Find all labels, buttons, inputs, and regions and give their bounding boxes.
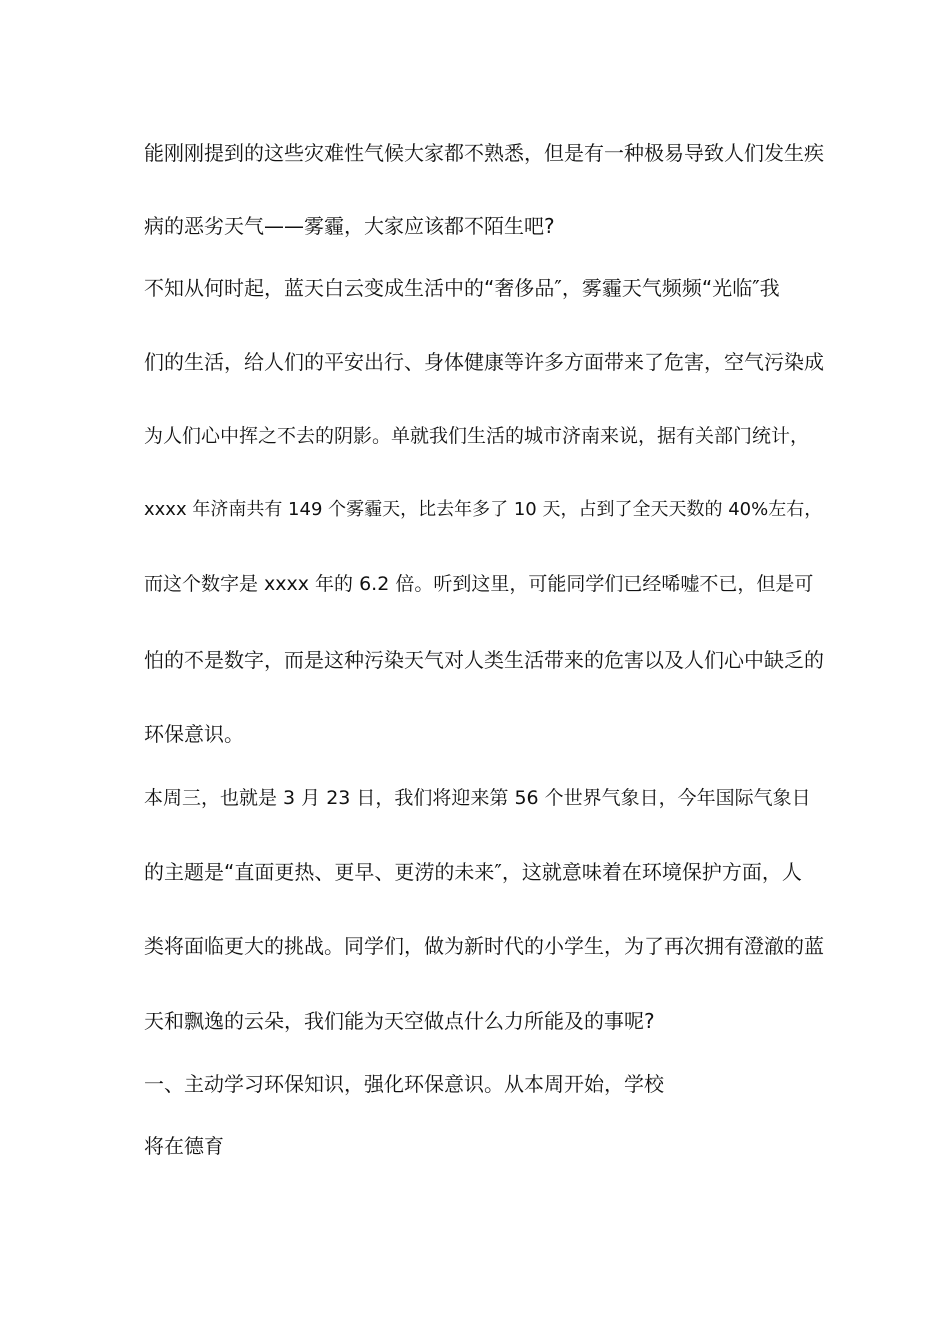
text-line-2: 病的恶劣天气——雾霾，大家应该都不陌生吧? bbox=[144, 214, 555, 238]
text-line-15: 将在德育 bbox=[144, 1134, 224, 1158]
text-line-6: xxxx 年济南共有 149 个雾霾天，比去年多了 10 天，占到了全天天数的 40%左右， bbox=[144, 499, 823, 520]
text-line-13: 天和飘逸的云朵，我们能为天空做点什么力所能及的事呢? bbox=[144, 1009, 655, 1033]
text-line-1: 能刚刚提到的这些灾难性气候大家都不熟悉，但是有一种极易导致人们发生疾 bbox=[144, 141, 824, 165]
text-line-14: 一、主动学习环保知识，强化环保意识。从本周开始，学校 bbox=[144, 1072, 664, 1096]
text-line-10: 本周三，也就是 3 月 23 日，我们将迎来第 56 个世界气象日，今年国际气象日 bbox=[144, 787, 811, 809]
text-line-4: 们的生活，给人们的平安出行、身体健康等许多方面带来了危害，空气污染成 bbox=[144, 350, 824, 374]
text-line-9: 环保意识。 bbox=[144, 722, 244, 746]
text-line-12: 类将面临更大的挑战。同学们，做为新时代的小学生，为了再次拥有澄澈的蓝 bbox=[144, 934, 824, 958]
text-line-11: 的主题是“直面更热、更早、更涝的未来″，这就意味着在环境保护方面，人 bbox=[144, 860, 802, 884]
text-line-7: 而这个数字是 xxxx 年的 6.2 倍。听到这里，可能同学们已经唏嘘不已，但是可 bbox=[144, 573, 814, 595]
text-line-8: 怕的不是数字，而是这种污染天气对人类生活带来的危害以及人们心中缺乏的 bbox=[144, 648, 824, 672]
text-line-5: 为人们心中挥之不去的阴影。单就我们生活的城市济南来说，据有关部门统计， bbox=[144, 425, 810, 447]
text-line-3: 不知从何时起，蓝天白云变成生活中的“奢侈品″，雾霾天气频频“光临″我 bbox=[144, 276, 780, 300]
